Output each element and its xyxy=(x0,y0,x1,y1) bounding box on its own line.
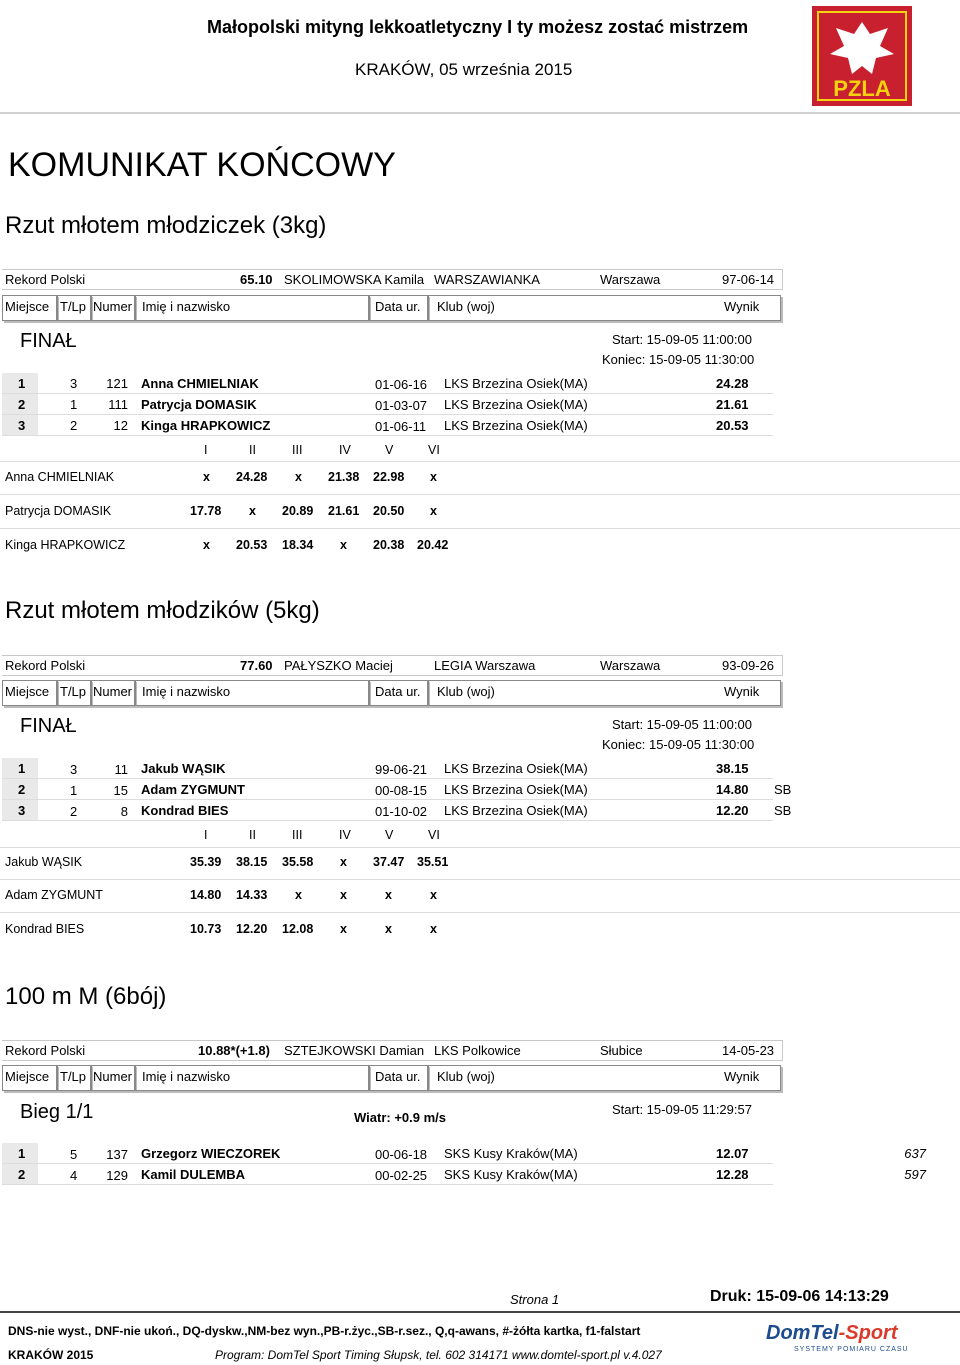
logo-text: PZLA xyxy=(833,76,891,101)
attempt-value: 35.58 xyxy=(282,855,314,869)
record-holder: PAŁYSZKO Maciej xyxy=(284,658,393,673)
attempt-value: 21.38 xyxy=(328,470,360,484)
print-timestamp: Druk: 15-09-06 14:13:29 xyxy=(710,1288,889,1305)
wind-reading: Wiatr: +0.9 m/s xyxy=(354,1110,447,1125)
result-lane: 3 xyxy=(70,762,78,777)
attempt-value: x xyxy=(295,888,302,902)
result-dob: 00-08-15 xyxy=(375,783,428,798)
attempt-value: 20.89 xyxy=(282,504,314,518)
col-club: Klub (woj) xyxy=(437,684,495,699)
event-title: Małopolski mityng lekkoatletyczny I ty możesz zostać mistrzem xyxy=(207,17,749,37)
record-place: Warszawa xyxy=(600,272,661,287)
attempt-value: 21.61 xyxy=(328,504,360,518)
attempt-athlete: Kondrad BIES xyxy=(5,922,85,936)
col-place: Miejsce xyxy=(5,1069,50,1084)
program-info: Program: DomTel Sport Timing Słupsk, tel. 602 314171 www.domtel-sport.pl v.4.027 xyxy=(215,1348,662,1362)
result-number: 12 xyxy=(113,418,128,433)
result-dob: 01-10-02 xyxy=(375,804,428,819)
attempt-value: x xyxy=(340,888,347,902)
attempt-value: x xyxy=(249,504,256,518)
result-number: 137 xyxy=(106,1147,128,1162)
col-club: Klub (woj) xyxy=(437,1069,495,1084)
col-name: Imię i nazwisko xyxy=(142,1069,231,1084)
round-title: FINAŁ xyxy=(20,715,77,737)
attempt-value: 22.98 xyxy=(373,470,405,484)
result-club: LKS Brzezina Osiek(MA) xyxy=(444,376,588,391)
result-value: 14.80 xyxy=(716,782,749,797)
result-club: LKS Brzezina Osiek(MA) xyxy=(444,803,588,818)
record-holder: SZTEJKOWSKI Damian xyxy=(284,1043,425,1058)
attempt-value: 20.53 xyxy=(236,538,268,552)
attempt-value: 37.47 xyxy=(373,855,405,869)
round-end: Koniec: 15-09-05 11:30:00 xyxy=(602,352,755,367)
attempt-value: x xyxy=(203,538,210,552)
result-place: 3 xyxy=(18,803,26,818)
attempt-value: 24.28 xyxy=(236,470,268,484)
attempt-value: x xyxy=(385,888,392,902)
attempt-label: V xyxy=(385,443,394,457)
section-title: 100 m M (6bój) xyxy=(5,983,167,1010)
attempt-value: 12.20 xyxy=(236,922,268,936)
result-place: 1 xyxy=(18,761,26,776)
result-lane: 3 xyxy=(70,376,78,391)
round-start: Start: 15-09-05 11:29:57 xyxy=(612,1102,752,1117)
record-date: 93-09-26 xyxy=(722,658,775,673)
col-number: Numer xyxy=(93,1069,133,1084)
page-title: KOMUNIKAT KOŃCOWY xyxy=(8,146,396,184)
record-place: Słubice xyxy=(600,1043,643,1058)
result-note: SB xyxy=(774,803,792,818)
attempt-value: 17.78 xyxy=(190,504,222,518)
col-lane: T/Lp xyxy=(60,684,87,699)
pzla-logo xyxy=(812,6,912,106)
result-value: 12.28 xyxy=(716,1167,749,1182)
record-label: Rekord Polski xyxy=(5,658,86,673)
col-dob: Data ur. xyxy=(375,1069,421,1084)
record-date: 97-06-14 xyxy=(722,272,775,287)
result-lane: 1 xyxy=(70,397,78,412)
attempt-label: I xyxy=(204,443,208,457)
result-name: Grzegorz WIECZOREK xyxy=(141,1146,281,1161)
attempt-value: x xyxy=(340,855,347,869)
attempt-label: III xyxy=(292,828,303,842)
result-club: SKS Kusy Kraków(MA) xyxy=(444,1167,578,1182)
result-name: Kamil DULEMBA xyxy=(141,1167,246,1182)
page-number: Strona 1 xyxy=(510,1292,560,1307)
attempt-value: x xyxy=(430,888,437,902)
result-dob: 00-02-25 xyxy=(375,1168,428,1183)
attempt-value: x xyxy=(430,504,437,518)
result-value: 38.15 xyxy=(716,761,749,776)
attempt-value: 12.08 xyxy=(282,922,314,936)
attempt-label: VI xyxy=(428,828,440,842)
record-club: WARSZAWIANKA xyxy=(434,272,540,287)
record-club: LKS Polkowice xyxy=(434,1043,521,1058)
result-place: 1 xyxy=(18,1146,26,1161)
record-club: LEGIA Warszawa xyxy=(434,658,536,673)
result-place: 2 xyxy=(18,1167,26,1182)
attempt-label: II xyxy=(249,443,256,457)
result-club: LKS Brzezina Osiek(MA) xyxy=(444,761,588,776)
col-result: Wynik xyxy=(724,299,760,314)
result-place: 2 xyxy=(18,397,26,412)
col-dob: Data ur. xyxy=(375,684,421,699)
col-result: Wynik xyxy=(724,684,760,699)
result-value: 20.53 xyxy=(716,418,749,433)
attempt-athlete: Jakub WĄSIK xyxy=(5,855,83,869)
round-end: Koniec: 15-09-05 11:30:00 xyxy=(602,737,755,752)
result-club: LKS Brzezina Osiek(MA) xyxy=(444,418,588,433)
result-number: 111 xyxy=(108,397,128,412)
col-name: Imię i nazwisko xyxy=(142,684,231,699)
record-holder: SKOLIMOWSKA Kamila xyxy=(284,272,425,287)
col-result: Wynik xyxy=(724,1069,760,1084)
record-value: 10.88*(+1.8) xyxy=(198,1043,270,1058)
result-name: Jakub WĄSIK xyxy=(141,761,226,776)
attempt-label: III xyxy=(292,443,303,457)
attempt-athlete: Adam ZYGMUNT xyxy=(5,888,103,902)
result-value: 12.20 xyxy=(716,803,749,818)
result-name: Patrycja DOMASIK xyxy=(141,397,257,412)
record-date: 14-05-23 xyxy=(722,1043,775,1058)
attempt-value: 20.50 xyxy=(373,504,405,518)
attempt-value: 38.15 xyxy=(236,855,268,869)
result-lane: 5 xyxy=(70,1147,78,1162)
result-dob: 01-06-11 xyxy=(375,419,427,434)
attempt-label: I xyxy=(204,828,208,842)
result-place: 3 xyxy=(18,418,26,433)
attempt-athlete: Anna CHMIELNIAK xyxy=(5,470,115,484)
result-value: 24.28 xyxy=(716,376,749,391)
brand-b: -Sport xyxy=(838,1322,898,1344)
col-club: Klub (woj) xyxy=(437,299,495,314)
brand-a: DomTel xyxy=(766,1322,839,1344)
result-lane: 2 xyxy=(70,804,78,819)
attempt-label: VI xyxy=(428,443,440,457)
eagle-icon xyxy=(812,14,912,84)
result-points: 637 xyxy=(904,1146,926,1161)
result-name: Anna CHMIELNIAK xyxy=(141,376,259,391)
col-number: Numer xyxy=(93,299,133,314)
record-label: Rekord Polski xyxy=(5,272,86,287)
round-title: Bieg 1/1 xyxy=(20,1101,94,1123)
brand-tagline: SYSTEMY POMIARU CZASU xyxy=(794,1346,909,1353)
attempt-athlete: Patrycja DOMASIK xyxy=(5,504,112,518)
col-name: Imię i nazwisko xyxy=(142,299,231,314)
attempt-label: IV xyxy=(339,828,351,842)
section-title: Rzut młotem młodziczek (3kg) xyxy=(5,212,327,239)
attempt-value: 20.38 xyxy=(373,538,405,552)
attempt-value: x xyxy=(203,470,210,484)
attempt-value: 10.73 xyxy=(190,922,222,936)
attempt-value: x xyxy=(340,922,347,936)
result-dob: 00-06-18 xyxy=(375,1147,428,1162)
result-club: SKS Kusy Kraków(MA) xyxy=(444,1146,578,1161)
result-name: Adam ZYGMUNT xyxy=(141,782,245,797)
result-name: Kondrad BIES xyxy=(141,803,229,818)
round-start: Start: 15-09-05 11:00:00 xyxy=(612,717,752,732)
attempt-value: 35.51 xyxy=(417,855,449,869)
round-start: Start: 15-09-05 11:00:00 xyxy=(612,332,752,347)
result-dob: 01-06-16 xyxy=(375,377,428,392)
result-points: 597 xyxy=(904,1167,926,1182)
event-date-place: KRAKÓW, 05 września 2015 xyxy=(355,60,573,79)
record-label: Rekord Polski xyxy=(5,1043,86,1058)
legend: DNS-nie wyst., DNF-nie ukoń., DQ-dyskw.,NM-bez wyn.,PB-r.życ.,SB-r.sez., Q,q-awans, #-żółta kartka, f1-falstart xyxy=(8,1324,641,1338)
result-dob: 01-03-07 xyxy=(375,398,428,413)
result-number: 15 xyxy=(113,783,128,798)
col-lane: T/Lp xyxy=(60,299,87,314)
result-number: 8 xyxy=(120,804,128,819)
result-number: 129 xyxy=(106,1168,128,1183)
result-number: 11 xyxy=(114,762,128,777)
attempt-athlete: Kinga HRAPKOWICZ xyxy=(5,538,126,552)
result-place: 2 xyxy=(18,782,26,797)
record-value: 77.60 xyxy=(240,658,273,673)
result-place: 1 xyxy=(18,376,26,391)
attempt-value: 35.39 xyxy=(190,855,222,869)
attempt-value: x xyxy=(430,470,437,484)
attempt-label: V xyxy=(385,828,394,842)
result-name: Kinga HRAPKOWICZ xyxy=(141,418,271,433)
col-place: Miejsce xyxy=(5,684,50,699)
attempt-value: x xyxy=(340,538,347,552)
attempt-value: 14.80 xyxy=(190,888,222,902)
attempt-value: 18.34 xyxy=(282,538,314,552)
result-number: 121 xyxy=(106,376,128,391)
attempt-label: II xyxy=(249,828,256,842)
attempt-value: x xyxy=(430,922,437,936)
col-place: Miejsce xyxy=(5,299,50,314)
result-club: LKS Brzezina Osiek(MA) xyxy=(444,397,588,412)
attempt-value: 20.42 xyxy=(417,538,449,552)
col-number: Numer xyxy=(93,684,133,699)
attempt-label: IV xyxy=(339,443,351,457)
attempt-value: x xyxy=(295,470,302,484)
attempt-value: x xyxy=(385,922,392,936)
attempt-value: 14.33 xyxy=(236,888,268,902)
section-title: Rzut młotem młodzików (5kg) xyxy=(5,597,320,624)
result-value: 21.61 xyxy=(716,397,749,412)
result-lane: 1 xyxy=(70,783,78,798)
record-place: Warszawa xyxy=(600,658,661,673)
record-value: 65.10 xyxy=(240,272,273,287)
col-dob: Data ur. xyxy=(375,299,421,314)
col-lane: T/Lp xyxy=(60,1069,87,1084)
result-value: 12.07 xyxy=(716,1146,749,1161)
result-lane: 2 xyxy=(70,418,78,433)
result-dob: 99-06-21 xyxy=(375,762,428,777)
result-club: LKS Brzezina Osiek(MA) xyxy=(444,782,588,797)
result-note: SB xyxy=(774,782,792,797)
result-lane: 4 xyxy=(70,1168,78,1183)
footer-city: KRAKÓW 2015 xyxy=(8,1348,94,1362)
round-title: FINAŁ xyxy=(20,330,77,352)
